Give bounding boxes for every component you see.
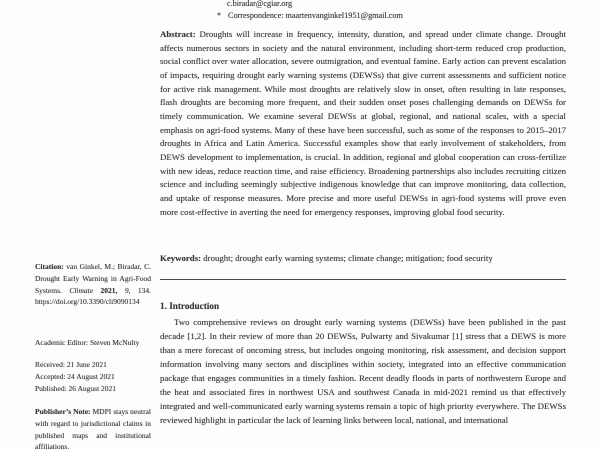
introduction-text: Two comprehensive reviews on drought early warning systems (DEWSs) have been published in the past decade [1,2]. In their review of more than 20 DEWSs, Pulwarty and Sivakumar [1] stress that a DEWS is more than a mere forecast of oncoming stress, but includes ongoing monitoring, risk assessment, and decision support information involving many sectors and disciplines within society, integrated into an effective communication package that engages communities in a timely fashion. Recent deadly floods in parts of northwestern Europe and the heat and associated fires in northwest USA and southwest Canada in mid-2021 remind us that effectively integrated and well-communicated early warning systems remain a topic of high priority everywhere. The DEWSs reviewed highlight in particular the lack of learning links between local, national, and international <box>160 317 566 426</box>
received-label: Received: <box>35 360 65 369</box>
keywords-text: drought; drought early warning systems; climate change; mitigation; food security <box>203 253 493 263</box>
abstract-section <box>160 28 566 219</box>
publishers-note-text: MDPI stays neutral with regard to jurisdictional claims in published maps and institutional affiliations. <box>35 407 151 452</box>
correspondence-line <box>160 10 566 22</box>
citation-authors-title: van Ginkel, M.; Biradar, C. Drought Early Warning in Agri-Food Systems. <box>35 262 152 295</box>
citation-year: 2021, <box>100 285 118 295</box>
citation-volume: 9, <box>124 285 131 295</box>
accepted-date: 24 August 2021 <box>67 371 115 381</box>
citation-doi: 134. https://doi.org/10.3390/cli9090134 <box>35 285 152 307</box>
accepted-label: Accepted: <box>35 371 66 381</box>
history-dates-block <box>35 359 151 394</box>
affiliation-email: c.biradar@cgiar.org <box>227 0 293 8</box>
academic-editor-label: Academic Editor: <box>35 338 89 347</box>
correspondence-marker: * <box>217 11 222 21</box>
abstract-label: Abstract: <box>160 29 196 39</box>
section-divider-rule <box>160 279 566 280</box>
introduction-heading: 1. Introduction <box>160 301 220 311</box>
publishers-note-block <box>35 406 151 453</box>
introduction-paragraph <box>160 315 566 427</box>
keywords-label: Keywords: <box>160 253 202 263</box>
publishers-note-label: Publisher’s Note: <box>35 407 91 416</box>
published-line <box>35 383 151 395</box>
correspondence-block <box>160 0 566 23</box>
keywords-line <box>160 252 566 265</box>
published-label: Published: <box>35 383 67 393</box>
abstract-text: Droughts will increase in frequency, intensity, duration, and spread under climate change. Drought affects numerous sectors in society and the natural environment, including short-term reduced crop production, social conflict over water allocation, severe outmigration, and eventual famine. Early action can prevent escalation of impacts, requiring drought early warning systems (DEWSs) that give current assessments and sufficient notice for active risk management. While most droughts are relatively slow in onset, often resulting in late responses, flash droughts are becoming more frequent, and their sudden onset poses challenging demands on DEWSs for timely communication. We examine several DEWSs at global, regional, and national scales, with a special emphasis on agri-food systems. Many of these have been successful, such as some of the responses to 2015–2017 droughts in Africa and Latin America. Successful examples show that early involvement of stakeholders, from DEWS development to implementation, is crucial. In addition, regional and global cooperation can cross-fertilize with new ideas, reduce reaction time, and raise efficiency. Broadening partnerships also includes recruiting citizen science and including seemingly subjective indigenous knowledge that can improve monitoring, data collection, and uptake of response measures. More precise and more useful DEWSs in agri-food systems will prove even more cost-effective in averting the need for emergency responses, improving global food security. <box>160 29 567 217</box>
academic-editor-line <box>35 337 151 349</box>
correspondence-text: Correspondence: maartenvanginkel1951@gmail.com <box>228 11 403 21</box>
published-date: 26 August 2021 <box>68 383 117 393</box>
citation-label: Citation: <box>35 262 64 271</box>
accepted-line <box>35 371 151 383</box>
citation-journal-name: Climate <box>69 285 94 295</box>
received-line <box>35 359 151 371</box>
citation-block <box>35 261 151 308</box>
received-date: 21 June 2021 <box>66 360 107 369</box>
academic-editor-name: Steven McNulty <box>89 338 140 347</box>
